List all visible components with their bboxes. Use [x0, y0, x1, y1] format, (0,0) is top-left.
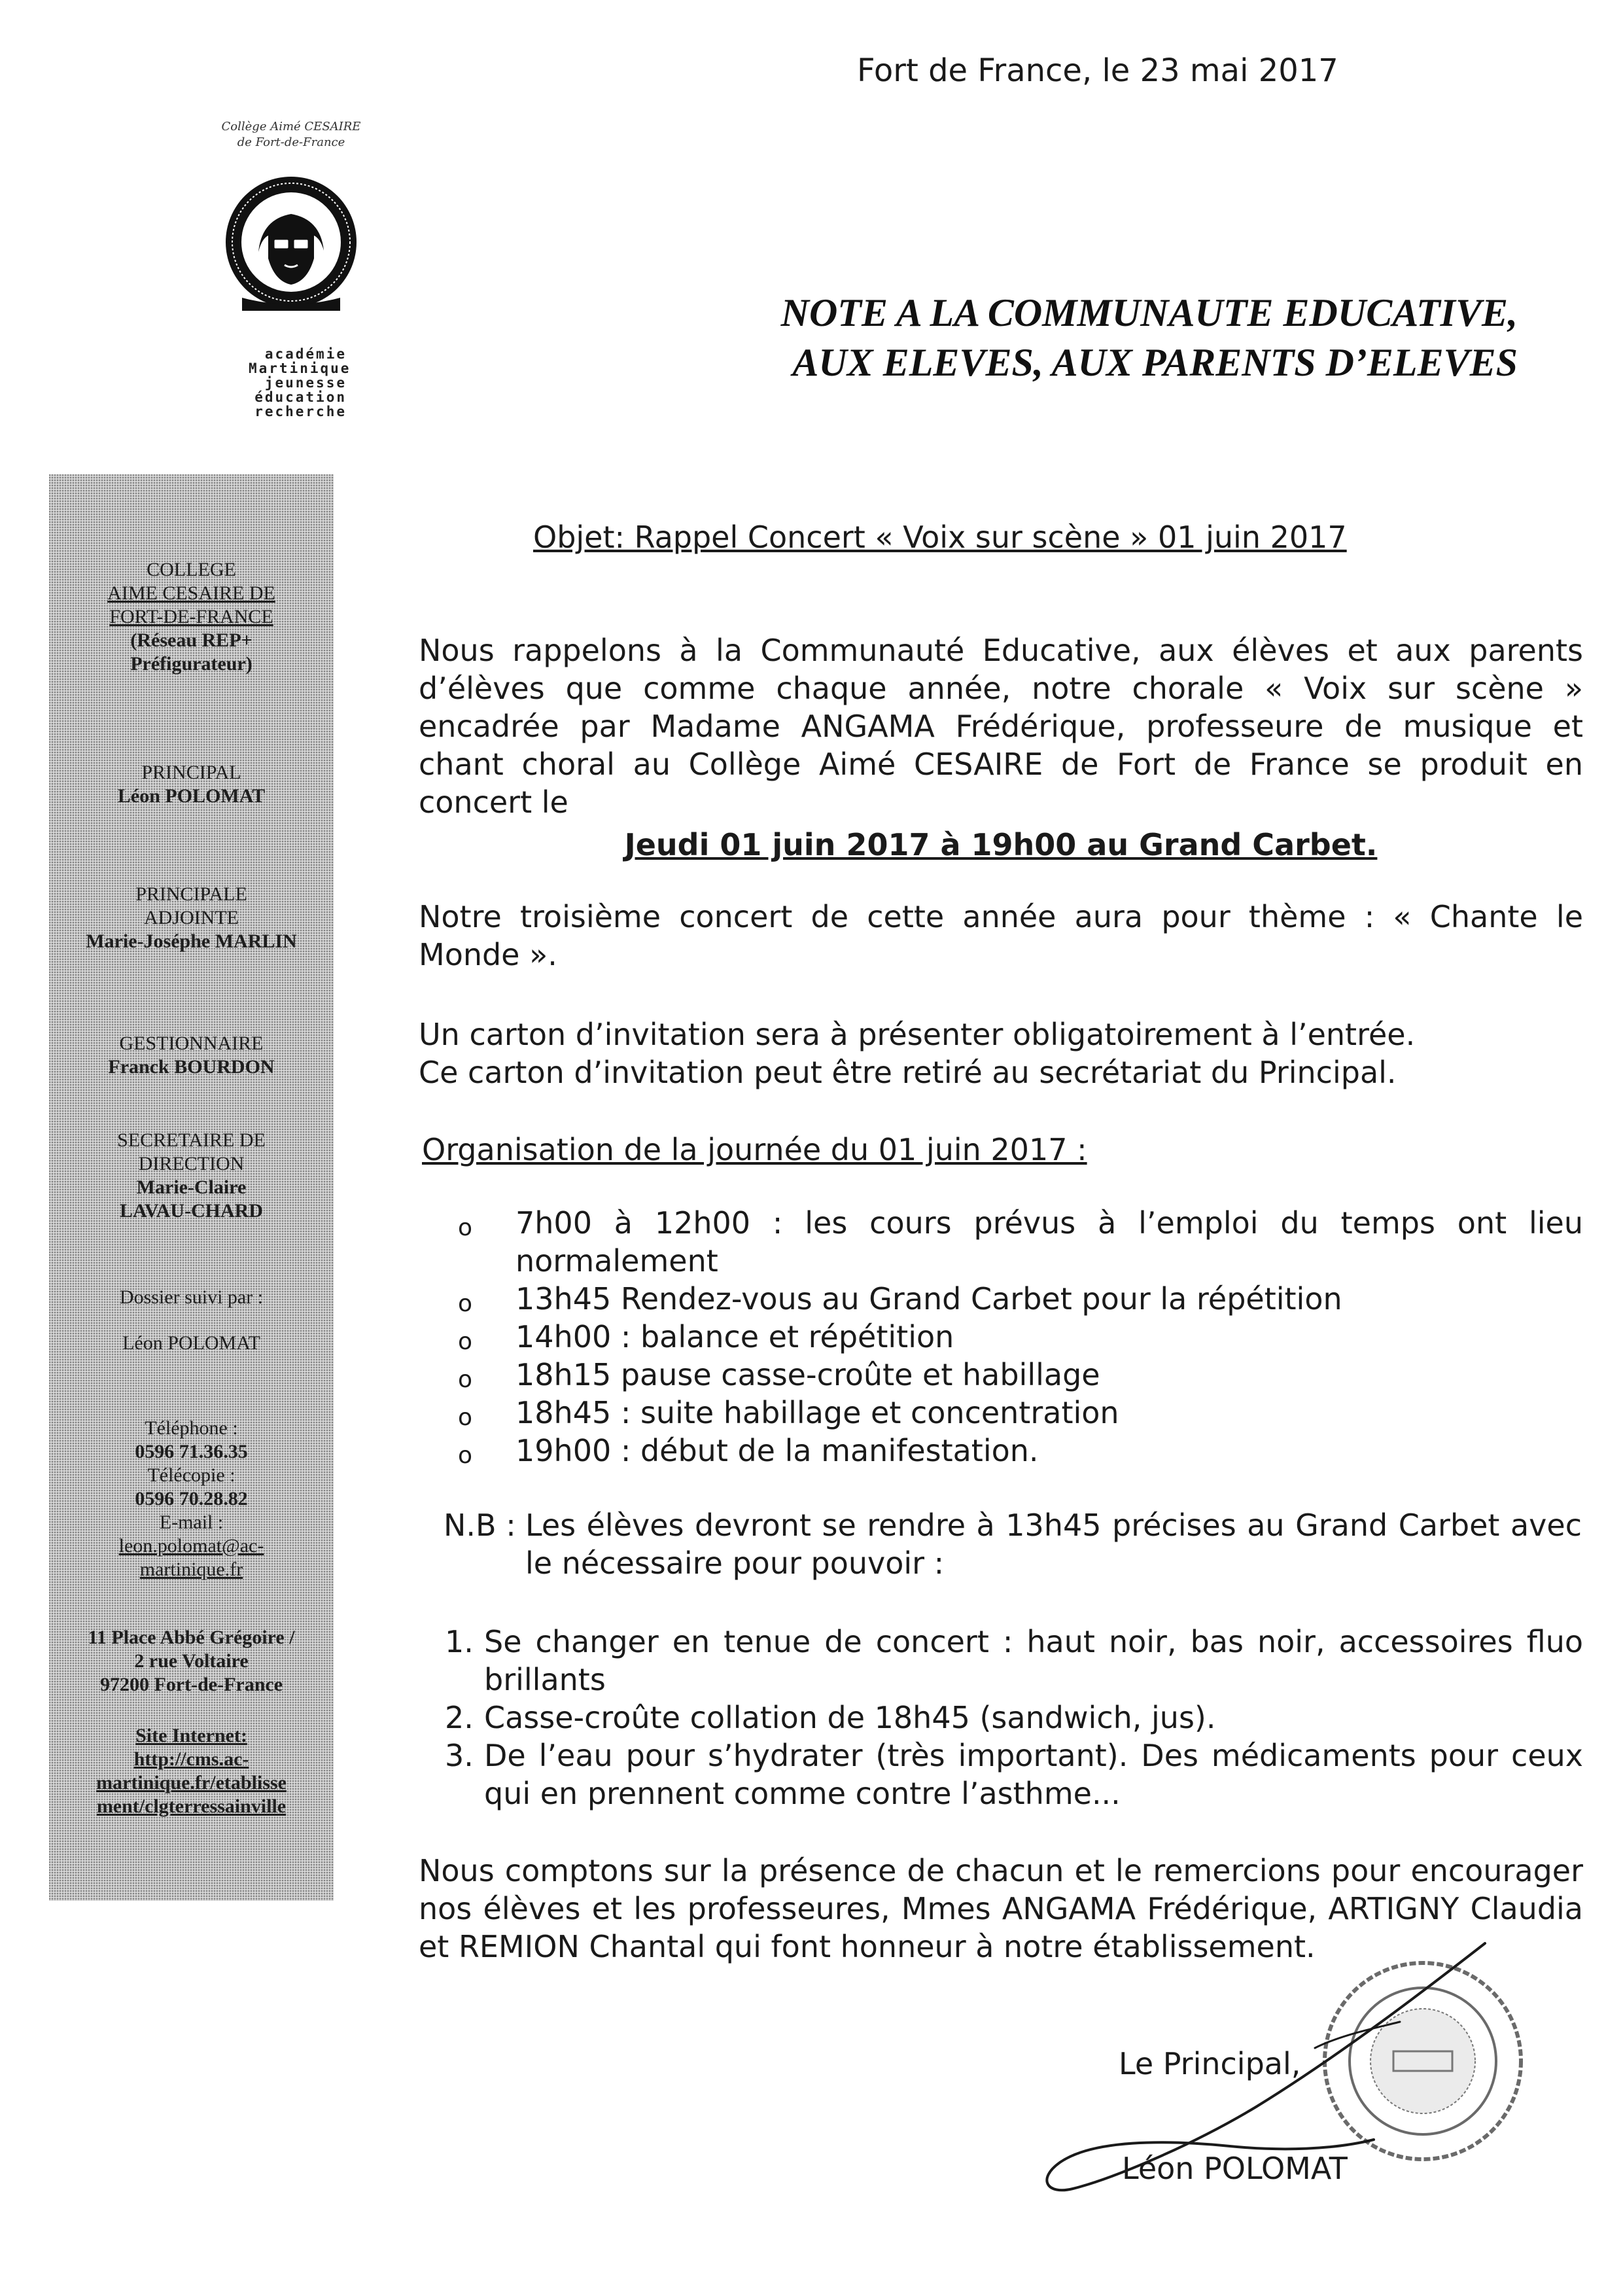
sidebar-college-line: COLLEGE	[147, 559, 236, 580]
requirement-number: 3.	[445, 1738, 474, 1773]
sidebar-principal-name: Léon POLOMAT	[117, 785, 266, 807]
sidebar-website-block	[49, 1724, 334, 1818]
sidebar-gestionnaire-block	[49, 1032, 334, 1079]
sidebar-dossier-label: Dossier suivi par :	[119, 1286, 264, 1308]
bullet-icon: o	[458, 1214, 473, 1241]
bullet-icon: o	[458, 1290, 473, 1317]
invitation-paragraph	[419, 1016, 1583, 1091]
sidebar-network-line: (Réseau REP+	[130, 629, 253, 651]
bullet-icon: o	[458, 1442, 473, 1469]
schedule-item-text: 19h00 : début de la manifestation.	[515, 1433, 1039, 1468]
requirement-text: Casse-croûte collation de 18h45 (sandwich, jus).	[484, 1700, 1216, 1735]
schedule-item-text: 7h00 à 12h00 : les cours prévus à l’emploi du temps ont lieu normalement	[515, 1205, 1583, 1279]
sidebar-email-link[interactable]: leon.polomat@ac-	[118, 1535, 264, 1557]
sidebar-adjointe-title: PRINCIPALE	[135, 883, 247, 905]
requirements-list	[445, 1623, 1583, 1812]
requirement-item	[445, 1623, 1583, 1699]
requirement-item	[445, 1699, 1583, 1737]
sidebar-secretaire-title: SECRETAIRE DE	[117, 1129, 266, 1151]
sidebar-telephone: 0596 71.36.35	[135, 1441, 248, 1462]
sidebar-principal-title: PRINCIPAL	[141, 762, 241, 783]
document-title	[628, 288, 1518, 387]
sidebar-adjointe-name: Marie-Joséphe MARLIN	[86, 930, 297, 952]
logo-college-name-line: de Fort-de-France	[237, 135, 345, 149]
closing-paragraph: Nous comptons sur la présence de chacun et le remercions pour encourager nos élèves et les professeures, Mmes ANGAMA Frédérique, ARTIGNY Claudia et REMION Chantal qui font honneur à notre établissement.	[419, 1853, 1583, 1964]
signer-name: Léon POLOMAT	[1122, 2151, 1348, 2186]
sidebar-adjointe-title: ADJOINTE	[144, 907, 239, 928]
date-line: Fort de France, le 23 mai 2017	[857, 52, 1338, 89]
requirement-text: Se changer en tenue de concert : haut noir, bas noir, accessoires fluo brillants	[484, 1624, 1583, 1697]
schedule-item	[458, 1356, 1583, 1394]
sidebar-email-label: E-mail :	[159, 1511, 224, 1533]
document-title-line: NOTE A LA COMMUNAUTE EDUCATIVE,	[780, 291, 1518, 334]
nb-label: N.B :	[444, 1508, 516, 1543]
schedule-item-text: 18h15 pause casse-croûte et habillage	[515, 1357, 1100, 1392]
schedule-list	[458, 1204, 1583, 1470]
schedule-item-text: 18h45 : suite habillage et concentration	[515, 1395, 1119, 1430]
schedule-heading: Organisation de la journée du 01 juin 2017 :	[422, 1132, 1087, 1167]
sidebar-address-line: 2 rue Voltaire	[134, 1650, 249, 1672]
bullet-icon: o	[458, 1366, 473, 1393]
sidebar-secretaire-name: Marie-Claire	[136, 1176, 247, 1198]
logo-word: jeunesse	[264, 375, 347, 391]
bullet-icon: o	[458, 1328, 473, 1355]
schedule-item	[458, 1432, 1583, 1470]
requirement-number: 1.	[445, 1624, 474, 1659]
sidebar-site-link[interactable]: ment/clgterressainville	[96, 1795, 287, 1817]
schedule-item	[458, 1280, 1583, 1318]
sidebar-dossier-block	[49, 1286, 334, 1355]
sidebar-contact-panel	[49, 474, 334, 1901]
sidebar-gestionnaire-title: GESTIONNAIRE	[119, 1033, 264, 1054]
logo-academie-words	[249, 346, 351, 419]
sidebar-email-link[interactable]: martinique.fr	[139, 1559, 243, 1580]
sidebar-site-link[interactable]: martinique.fr/etablisse	[96, 1772, 287, 1793]
sidebar-college-block	[49, 558, 334, 676]
sidebar-adjointe-block	[49, 883, 334, 953]
sidebar-principal-block	[49, 761, 334, 808]
subject-line: Objet: Rappel Concert « Voix sur scène » 01 juin 2017	[533, 520, 1347, 555]
logo-word: éducation	[254, 389, 347, 405]
sidebar-secretaire-name: LAVAU-CHARD	[120, 1200, 263, 1222]
requirement-number: 2.	[445, 1700, 474, 1735]
requirement-text: De l’eau pour s’hydrater (très important). Des médicaments pour ceux qui en prennent comme contre l’asthme...	[484, 1738, 1583, 1811]
theme-paragraph: Notre troisième concert de cette année aura pour thème : « Chante le Monde ».	[419, 899, 1583, 972]
schedule-item-text: 14h00 : balance et répétition	[515, 1319, 954, 1354]
college-logo-seal	[222, 173, 360, 311]
logo-word: recherche	[254, 404, 347, 419]
sidebar-contact-block	[49, 1417, 334, 1581]
invitation-line: Un carton d’invitation sera à présenter obligatoirement à l’entrée.	[419, 1017, 1416, 1052]
sidebar-address-line: 97200 Fort-de-France	[99, 1674, 283, 1695]
sidebar-address-block	[49, 1626, 334, 1697]
invitation-line: Ce carton d’invitation peut être retiré au secrétariat du Principal.	[419, 1055, 1397, 1090]
sidebar-address-line: 11 Place Abbé Grégoire /	[88, 1627, 295, 1648]
schedule-item-text: 13h45 Rendez-vous au Grand Carbet pour la répétition	[515, 1281, 1342, 1316]
sidebar-site-link[interactable]: http://cms.ac-	[133, 1748, 249, 1770]
bullet-icon: o	[458, 1404, 473, 1431]
sidebar-dossier-name: Léon POLOMAT	[122, 1332, 260, 1354]
logo-word: Martinique	[249, 361, 351, 376]
schedule-item	[458, 1394, 1583, 1432]
signer-title: Le Principal,	[1119, 2046, 1301, 2081]
logo-college-name	[190, 119, 393, 150]
sidebar-telephone-label: Téléphone :	[145, 1417, 238, 1439]
schedule-item	[458, 1318, 1583, 1356]
requirement-item	[445, 1737, 1583, 1812]
sidebar-secretaire-block	[49, 1129, 334, 1223]
sidebar-telecopie-label: Télécopie :	[147, 1464, 236, 1486]
sidebar-gestionnaire-name: Franck BOURDON	[108, 1056, 275, 1078]
event-announcement: Jeudi 01 juin 2017 à 19h00 au Grand Carbet.	[624, 827, 1378, 862]
sidebar-telecopie: 0596 70.28.82	[135, 1488, 248, 1510]
document-title-line: AUX ELEVES, AUX PARENTS D’ELEVES	[792, 341, 1518, 384]
sidebar-site-label: Site Internet:	[135, 1725, 247, 1746]
intro-paragraph: Nous rappelons à la Communauté Educative, aux élèves et aux parents d’élèves que comme chaque année, notre chorale « Voix sur scène » encadrée par Madame ANGAMA Frédérique, professeure de musique et chant choral au Collège Aimé CESAIRE de Fort de France se produit en concert le	[419, 633, 1583, 820]
logo-college-name-line: Collège Aimé CESAIRE	[221, 120, 361, 133]
nb-text: Les élèves devront se rendre à 13h45 précises au Grand Carbet avec le nécessaire pour pouvoir :	[525, 1508, 1582, 1581]
sidebar-college-line: AIME CESAIRE DE	[107, 582, 275, 604]
handwritten-signature	[1034, 1930, 1505, 2212]
sidebar-network-line: Préfigurateur)	[130, 653, 253, 675]
sidebar-secretaire-title: DIRECTION	[138, 1153, 245, 1174]
schedule-item	[458, 1204, 1583, 1280]
sidebar-college-line: FORT-DE-FRANCE	[109, 606, 273, 627]
logo-word: académie	[264, 346, 347, 362]
